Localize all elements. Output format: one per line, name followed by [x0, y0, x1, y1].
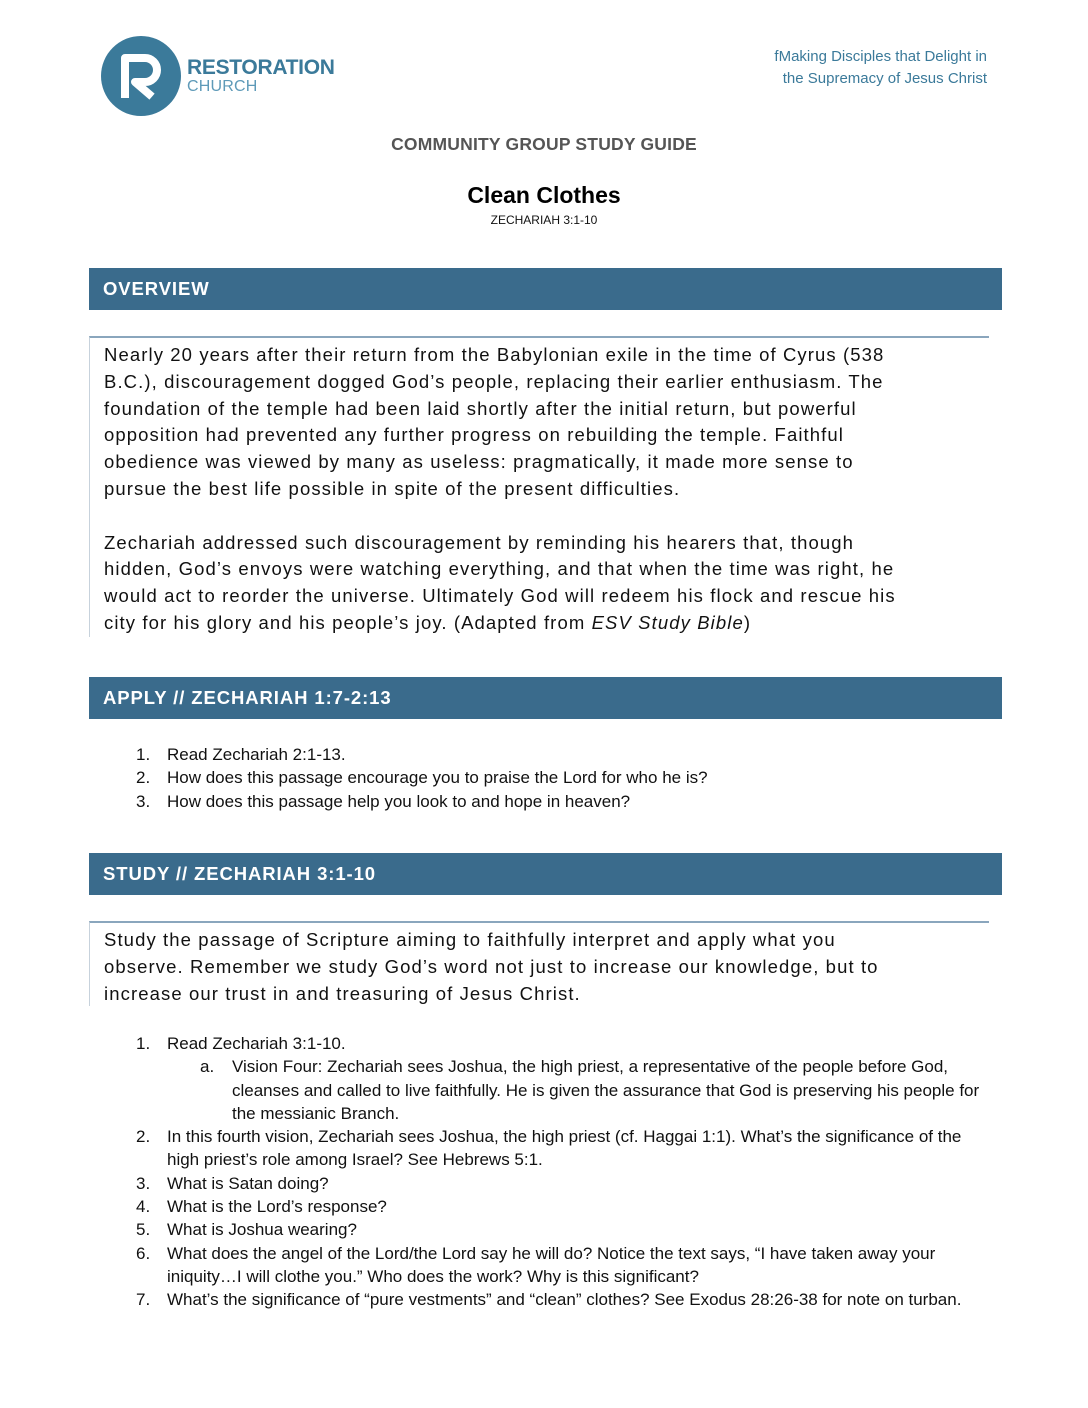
- study-list: [136, 1032, 996, 1312]
- list-item: [136, 1218, 996, 1241]
- item-text: Read Zechariah 3:1-10.: [167, 1034, 346, 1053]
- study-intro-box: [89, 921, 989, 1006]
- item-text: What’s the significance of “pure vestments” and “clean” clothes? See Exodus 28:26-38 for note on turban.: [167, 1290, 962, 1310]
- logo-r-icon: [101, 36, 181, 116]
- document-type: COMMUNITY GROUP STUDY GUIDE: [391, 134, 697, 154]
- list-item: [136, 1172, 996, 1195]
- item-number: 2.: [136, 768, 151, 788]
- text-line: Nearly 20 years after their return from the Babylonian exile in the time of Cyrus (538: [104, 344, 885, 365]
- item-text: In this fourth vision, Zechariah sees Joshua, the high priest (cf. Haggai 1:1). What’s the significance of the high priest’s role among Israel? See Hebrews 5:1.: [167, 1127, 962, 1170]
- overview-heading: OVERVIEW: [89, 268, 1002, 310]
- text-line: city for his glory and his people’s joy. (Adapted from: [104, 611, 592, 633]
- logo-name: RESTORATION: [187, 56, 335, 79]
- list-item: [136, 1125, 996, 1172]
- item-text: What is the Lord’s response?: [167, 1197, 387, 1217]
- tagline-line-1: fMaking Disciples that Delight in: [774, 48, 987, 65]
- item-number: 1.: [136, 1034, 151, 1053]
- list-subitem: [136, 1055, 996, 1125]
- text-line: Study the passage of Scripture aiming to faithfully interpret and apply what you: [104, 929, 836, 950]
- text-line: ): [743, 611, 752, 633]
- item-number: 4.: [136, 1197, 151, 1217]
- item-number: 1.: [136, 745, 151, 764]
- text-line: opposition had prevented any further progress on rebuilding the temple. Faithful: [104, 424, 845, 446]
- item-number: 5.: [136, 1220, 151, 1240]
- list-item: [136, 1288, 996, 1311]
- tagline-line-2: the Supremacy of Jesus Christ: [782, 70, 987, 87]
- item-text: What is Satan doing?: [167, 1173, 329, 1193]
- text-line: foundation of the temple had been laid shortly after the initial return, but powerful: [104, 397, 857, 419]
- logo-sub: CHURCH: [187, 78, 258, 95]
- item-text: Read Zechariah 2:1-13.: [167, 745, 346, 764]
- text-line: observe. Remember we study God’s word not just to increase our knowledge, but to: [104, 955, 879, 977]
- overview-paragraph-2: [104, 530, 989, 637]
- text-line: pursue the best life possible in spite of the present difficulties.: [104, 477, 681, 499]
- text-line: obedience was viewed by many as useless: pragmatically, it made more sense to: [104, 451, 854, 473]
- item-text: How does this passage encourage you to praise the Lord for who he is?: [167, 768, 708, 788]
- item-number: 3.: [136, 1173, 151, 1193]
- text-line: Zechariah addressed such discouragement by reminding his hearers that, though: [104, 531, 855, 553]
- item-text: How does this passage help you look to and hope in heaven?: [167, 791, 631, 811]
- apply-list: [136, 743, 996, 813]
- overview-paragraph-1: [104, 342, 989, 503]
- scripture-reference: ZECHARIAH 3:1-10: [490, 213, 598, 227]
- list-item: [136, 1032, 996, 1055]
- tagline: [774, 46, 987, 90]
- list-item: [136, 1195, 996, 1218]
- item-number: 6.: [136, 1243, 151, 1263]
- list-item: [136, 790, 996, 813]
- study-heading: STUDY // ZECHARIAH 3:1-10: [89, 853, 1002, 895]
- item-number: 7.: [136, 1290, 151, 1310]
- study-intro: [104, 927, 989, 1007]
- page-title: Clean Clothes: [467, 182, 621, 208]
- overview-box: [89, 336, 989, 637]
- list-item: [136, 766, 996, 789]
- text-line: increase our trust in and treasuring of Jesus Christ.: [104, 982, 581, 1004]
- item-text: What is Joshua wearing?: [167, 1220, 357, 1240]
- list-item: [136, 743, 996, 766]
- item-number: 2.: [136, 1127, 151, 1147]
- subitem-letter: a.: [200, 1057, 215, 1077]
- item-text: What does the angel of the Lord/the Lord say he will do? Notice the text says, “I have taken away your iniquity…I will clothe you.” Who does the work? Why is this significant?: [167, 1243, 936, 1286]
- apply-heading: APPLY // ZECHARIAH 1:7-2:13: [89, 677, 1002, 719]
- list-item: [136, 1242, 996, 1289]
- subitem-text: Vision Four: Zechariah sees Joshua, the high priest, a representative of the people before God, cleanses and called to live faithfully. He is given the assurance that God is preserving his people for the messianic Branch.: [232, 1057, 980, 1123]
- church-logo: [101, 36, 335, 116]
- source-title: ESV Study Bible: [591, 611, 744, 633]
- item-number: 3.: [136, 791, 151, 811]
- text-line: would act to reorder the universe. Ultimately God will redeem his flock and rescue his: [104, 585, 896, 607]
- text-line: B.C.), discouragement dogged God’s people, replacing their earlier enthusiasm. The: [104, 370, 884, 392]
- text-line: hidden, God’s envoys were watching everything, and that when the time was right, he: [104, 558, 895, 580]
